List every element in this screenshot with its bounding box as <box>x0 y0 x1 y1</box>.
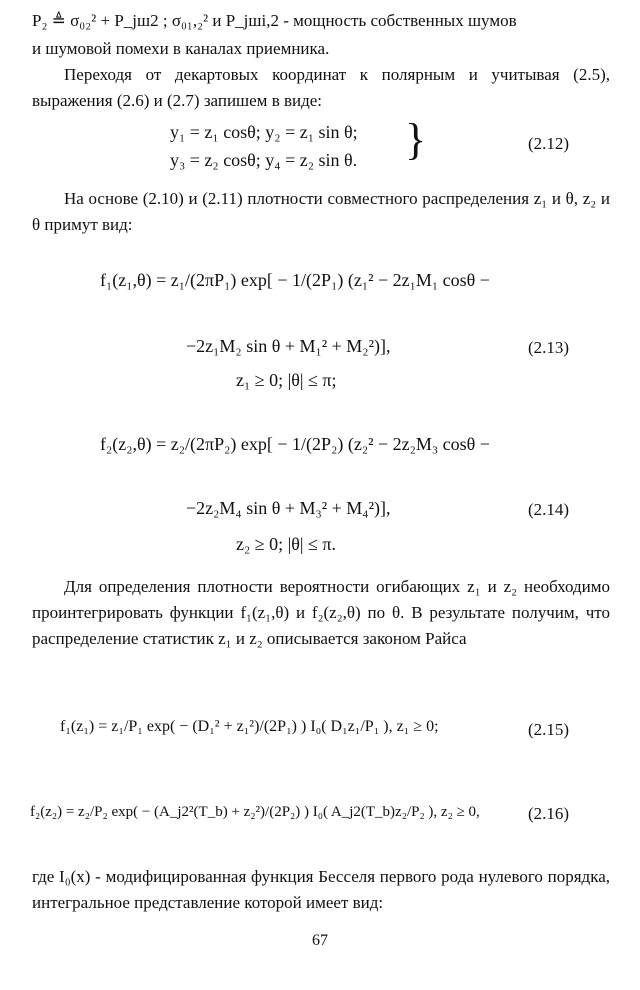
equation-2-14-line-1: f₂(z₂,θ) = z₂/(2πP₂) exp[ − 1/(2P₂) (z₂² − 2z₂M₃ cosθ − <box>100 434 490 454</box>
paragraph-2: На основе (2.10) и (2.11) плотности совместного распределения z₁ и θ, z₂ и θ примут вид: <box>32 189 610 234</box>
equation-number-2-15: (2.15) <box>528 720 570 739</box>
paragraph-1: Переходя от декартовых координат к полярным и учитывая (2.5), выражения (2.6) и (2.7) запишем в виде: <box>32 65 610 110</box>
right-brace-symbol: } <box>405 115 427 164</box>
equation-number-2-12: (2.12) <box>528 134 570 153</box>
intro-line-2: и шумовой помехи в каналах приемника. <box>32 39 330 58</box>
equation-2-13-line-2: −2z₁M₂ sin θ + M₁² + M₂²)], <box>186 336 391 356</box>
equation-2-14-line-2: −2z₂M₄ sin θ + M₃² + M₄²)], <box>186 498 391 518</box>
equation-2-13-condition: z₁ ≥ 0; |θ| ≤ π; <box>236 370 337 390</box>
page-number: 67 <box>312 932 328 949</box>
equation-number-2-16: (2.16) <box>528 804 570 823</box>
paragraph-3: Для определения плотности вероятности огибающих z₁ и z₂ необходимо проинтегрировать функции f₁(z₁,θ) и f₂(z₂,θ) по θ. В результате получим, что распределение статистик z₁ и z₂ описывается законом Райса <box>32 577 610 648</box>
equation-2-13-line-1: f₁(z₁,θ) = z₁/(2πP₁) exp[ − 1/(2P₁) (z₁² − 2z₁M₁ cosθ − <box>100 270 490 290</box>
equation-number-2-13: (2.13) <box>528 338 570 357</box>
intro-line-1: P₂ ≜ σ₀₂² + P_jш2 ; σ₀₁,₂² и P_jшi,2 - мощность собственных шумов <box>32 11 517 30</box>
equation-number-2-14: (2.14) <box>528 500 570 519</box>
equation-2-15: f₁(z₁) = z₁/P₁ exp( − (D₁² + z₁²)/(2P₁) ) I₀( D₁z₁/P₁ ), z₁ ≥ 0; <box>60 718 439 735</box>
equation-2-12-line-2: y₃ = z₂ cosθ; y₄ = z₂ sin θ. <box>170 150 358 170</box>
equation-2-14-condition: z₂ ≥ 0; |θ| ≤ π. <box>236 534 336 554</box>
equation-2-12-line-1: y₁ = z₁ cosθ; y₂ = z₁ sin θ; <box>170 122 358 142</box>
paragraph-4: где I₀(x) - модифицированная функция Бесселя первого рода нулевого порядка, интегральное представление которой имеет вид: <box>32 867 610 912</box>
equation-2-16: f₂(z₂) = z₂/P₂ exp( − (A_j2²(T_b) + z₂²)/(2P₂) ) I₀( A_j2(T_b)z₂/P₂ ), z₂ ≥ 0, <box>30 804 480 820</box>
